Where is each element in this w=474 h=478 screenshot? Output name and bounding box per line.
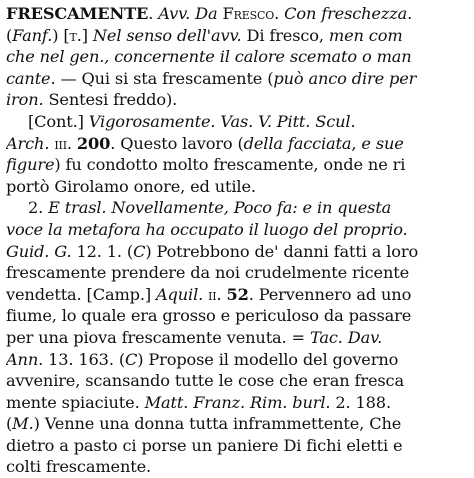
- text-segment: men com: [328, 25, 403, 45]
- text-segment: .: [66, 133, 77, 153]
- text-line: [6, 435, 468, 457]
- text-segment: . Questo lavoro (: [110, 133, 244, 153]
- text-segment: ii: [208, 284, 217, 304]
- text-line: [6, 25, 468, 47]
- text-segment: Tac. Dav.: [309, 327, 383, 347]
- text-segment: M.: [12, 414, 34, 434]
- text-segment: Con freschezza: [284, 4, 408, 23]
- text-line: [6, 111, 468, 133]
- text-line: [6, 413, 468, 435]
- text-segment: può anco dire per: [273, 68, 417, 88]
- text-line: [6, 68, 468, 90]
- text-segment: Nel senso dell'avv.: [92, 25, 242, 45]
- text-segment: 12. 1. (: [71, 241, 134, 261]
- text-segment: E trasl. Novellamente, Poco fa: e in questa: [48, 198, 392, 218]
- text-segment: Fresco: [222, 4, 275, 23]
- text-segment: 52: [226, 284, 249, 304]
- text-segment: .: [274, 4, 285, 23]
- text-line: [6, 89, 468, 111]
- text-line: [6, 456, 468, 478]
- text-line: [6, 154, 468, 176]
- text-line: [6, 349, 468, 371]
- text-segment: ,: [351, 133, 362, 153]
- text-segment: Ann.: [6, 349, 44, 369]
- text-segment: dietro a pasto ci porse un paniere Di fichi eletti e: [6, 435, 403, 455]
- text-segment: [Cont.]: [28, 111, 89, 131]
- text-segment: . — Qui si sta frescamente (: [50, 68, 274, 88]
- text-line: [6, 133, 468, 155]
- text-line: [6, 284, 468, 306]
- text-segment: Vigorosamente. Vas. V. Pitt. Scul.: [88, 111, 356, 131]
- text-segment: Matt. Franz. Rim. burl.: [144, 392, 331, 412]
- text-segment: Guid. G.: [6, 241, 72, 261]
- text-segment: 13. 163. (: [43, 349, 125, 369]
- text-segment: colti frescamente.: [6, 457, 152, 477]
- text-segment: iron.: [6, 90, 44, 110]
- text-segment: mente spiaciute.: [6, 392, 145, 412]
- text-segment: .: [407, 4, 413, 23]
- text-segment: ) Potrebbono de' danni fatti a loro: [145, 241, 419, 261]
- text-segment: Di fresco,: [241, 25, 329, 45]
- text-segment: 2.: [28, 198, 49, 218]
- text-line: [6, 327, 468, 349]
- text-segment: della facciata: [243, 133, 352, 153]
- text-segment: ) [: [52, 25, 70, 45]
- text-line: [6, 197, 468, 219]
- text-segment: iii: [54, 133, 67, 153]
- text-line: [6, 241, 468, 263]
- text-segment: Avv. Da: [158, 4, 223, 23]
- text-segment: ) Propose il modello del governo: [137, 349, 399, 369]
- text-segment: ) fu condotto molto frescamente, onde ne ri: [54, 155, 406, 175]
- text-segment: t.: [69, 25, 82, 45]
- text-segment: per una piova frescamente venuta. =: [6, 327, 310, 347]
- text-segment: . Pervennero ad uno: [248, 284, 412, 304]
- text-line: [6, 392, 468, 414]
- text-segment: FRESCAMENTE: [6, 4, 149, 23]
- text-segment: portò Girolamo onore, ed utile.: [6, 176, 256, 196]
- text-segment: avvenire, scansando tutte le cose che eran fresca: [6, 371, 404, 391]
- text-segment: Aquil.: [156, 284, 204, 304]
- text-segment: figure: [6, 155, 55, 175]
- text-line: [6, 305, 468, 327]
- text-line: [6, 262, 468, 284]
- text-segment: .: [216, 284, 227, 304]
- text-segment: 200: [76, 133, 111, 153]
- text-segment: vendetta. [Camp.]: [6, 284, 157, 304]
- text-line: [6, 3, 468, 25]
- text-segment: ]: [81, 25, 93, 45]
- text-segment: frescamente prendere da noi crudelmente ricente: [6, 263, 410, 283]
- dictionary-entry-frescamente: [6, 3, 468, 478]
- text-line: [6, 219, 468, 241]
- text-segment: C: [133, 241, 146, 261]
- text-segment: (: [6, 414, 13, 434]
- text-segment: (: [6, 25, 13, 45]
- text-segment: cante: [6, 68, 51, 88]
- text-segment: C: [124, 349, 138, 369]
- text-segment: che nel gen., concernente il calore scemato o man: [6, 47, 412, 67]
- text-line: [6, 176, 468, 198]
- text-segment: Arch.: [6, 133, 50, 153]
- text-segment: Fanf.: [12, 25, 53, 45]
- text-segment: voce la metafora ha occupato il luogo del proprio.: [6, 219, 408, 239]
- text-line: [6, 46, 468, 68]
- text-segment: .: [148, 4, 159, 23]
- text-line: [6, 370, 468, 392]
- text-segment: 2. 188.: [330, 392, 391, 412]
- text-segment: Sentesi freddo).: [43, 90, 178, 110]
- text-segment: fiume, lo quale era grosso e periculoso da passare: [6, 306, 412, 326]
- text-segment: e sue: [361, 133, 404, 153]
- text-segment: ) Venne una donna tutta inframmettente, Che: [33, 414, 402, 434]
